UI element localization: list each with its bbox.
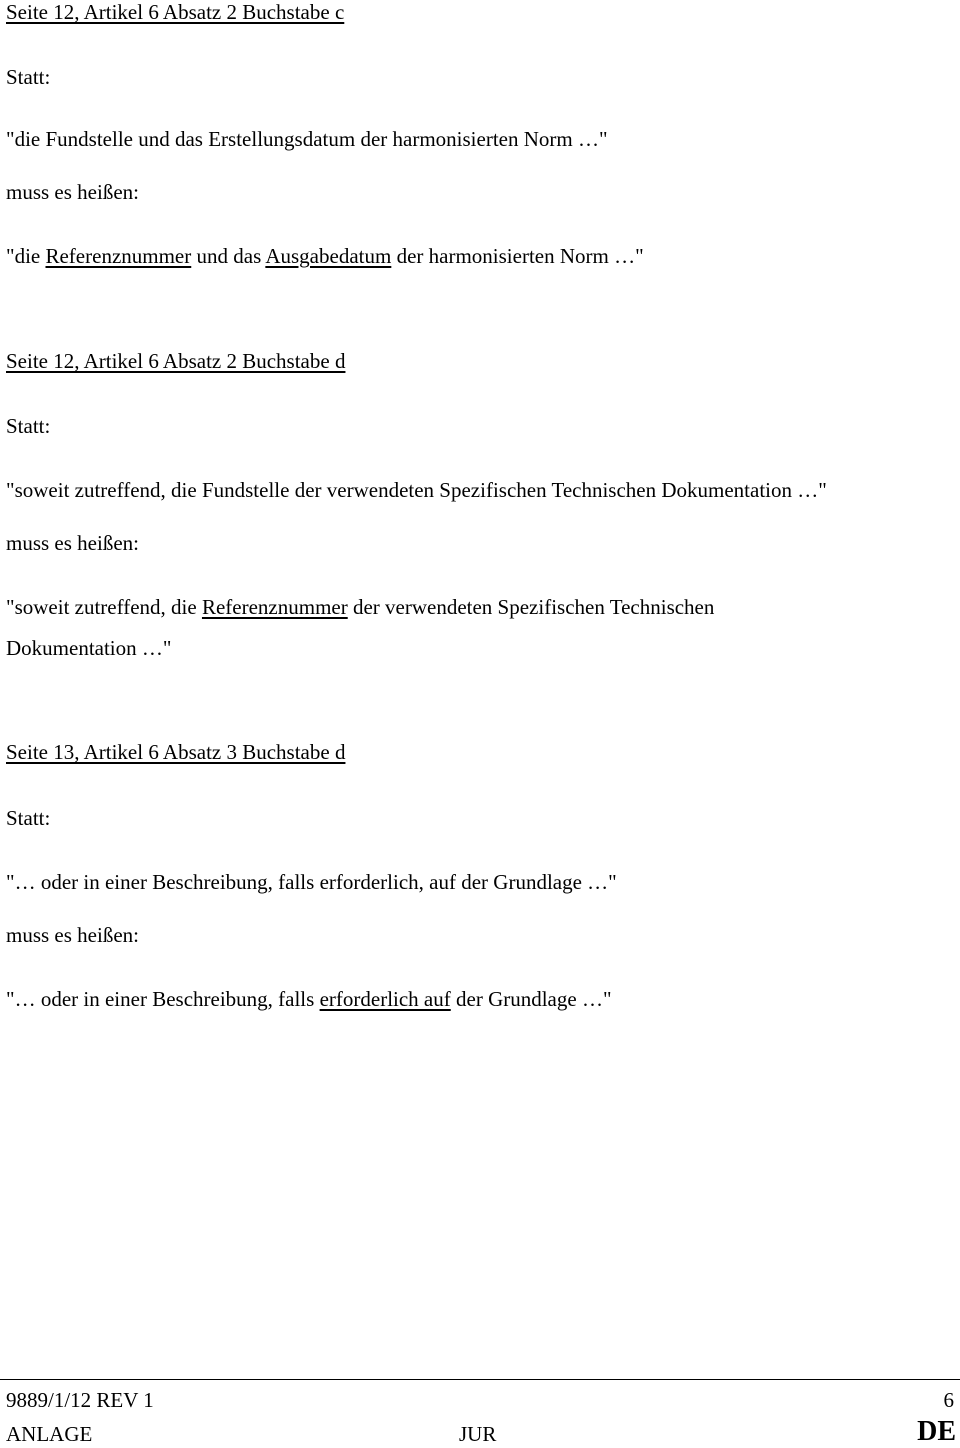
section-1-muss-label: muss es heißen: (6, 180, 139, 204)
section-3-heading: Seite 13, Artikel 6 Absatz 3 Buchstabe d (6, 740, 346, 764)
text-fragment: "soweit zutreffend, die (6, 595, 202, 619)
section-2-heading: Seite 12, Artikel 6 Absatz 2 Buchstabe d (6, 349, 346, 373)
text-fragment: "die (6, 244, 46, 268)
section-3-statt-label: Statt: (6, 806, 51, 830)
page-number: 6 (943, 1388, 954, 1412)
underlined-change: Referenznummer (201, 595, 348, 619)
annex-label: ANLAGE (6, 1422, 93, 1446)
text-fragment: der Grundlage …" (450, 987, 612, 1011)
section-2-new-text-line2: Dokumentation …" (6, 636, 172, 660)
section-3-statt-text: "… oder in einer Beschreibung, falls erforderlich, auf der Grundlage …" (6, 870, 617, 894)
text-fragment: der harmonisierten Norm …" (391, 244, 644, 268)
footer-divider (0, 1379, 960, 1380)
section-2-muss-label: muss es heißen: (6, 531, 139, 555)
section-1-new-text (6, 246, 644, 267)
language-code: DE (917, 1416, 956, 1447)
document-number: 9889/1/12 REV 1 (6, 1388, 154, 1412)
underlined-change: Referenznummer (45, 244, 192, 268)
section-1-heading: Seite 12, Artikel 6 Absatz 2 Buchstabe c (6, 0, 345, 24)
section-1-statt-text: "die Fundstelle und das Erstellungsdatum der harmonisierten Norm …" (6, 127, 608, 151)
section-3-new-text (6, 989, 612, 1010)
section-2-new-text (6, 597, 714, 618)
department-label: JUR (459, 1422, 497, 1446)
section-1-statt-label: Statt: (6, 65, 51, 89)
section-3-muss-label: muss es heißen: (6, 923, 139, 947)
text-fragment: und das (191, 244, 266, 268)
section-2-statt-text: "soweit zutreffend, die Fundstelle der verwendeten Spezifischen Technischen Dokumentation …" (6, 478, 827, 502)
text-fragment: der verwendeten Spezifischen Technischen (347, 595, 715, 619)
underlined-change: Ausgabedatum (265, 244, 392, 268)
underlined-change: erforderlich auf (319, 987, 451, 1011)
section-2-statt-label: Statt: (6, 414, 51, 438)
text-fragment: "… oder in einer Beschreibung, falls (6, 987, 320, 1011)
